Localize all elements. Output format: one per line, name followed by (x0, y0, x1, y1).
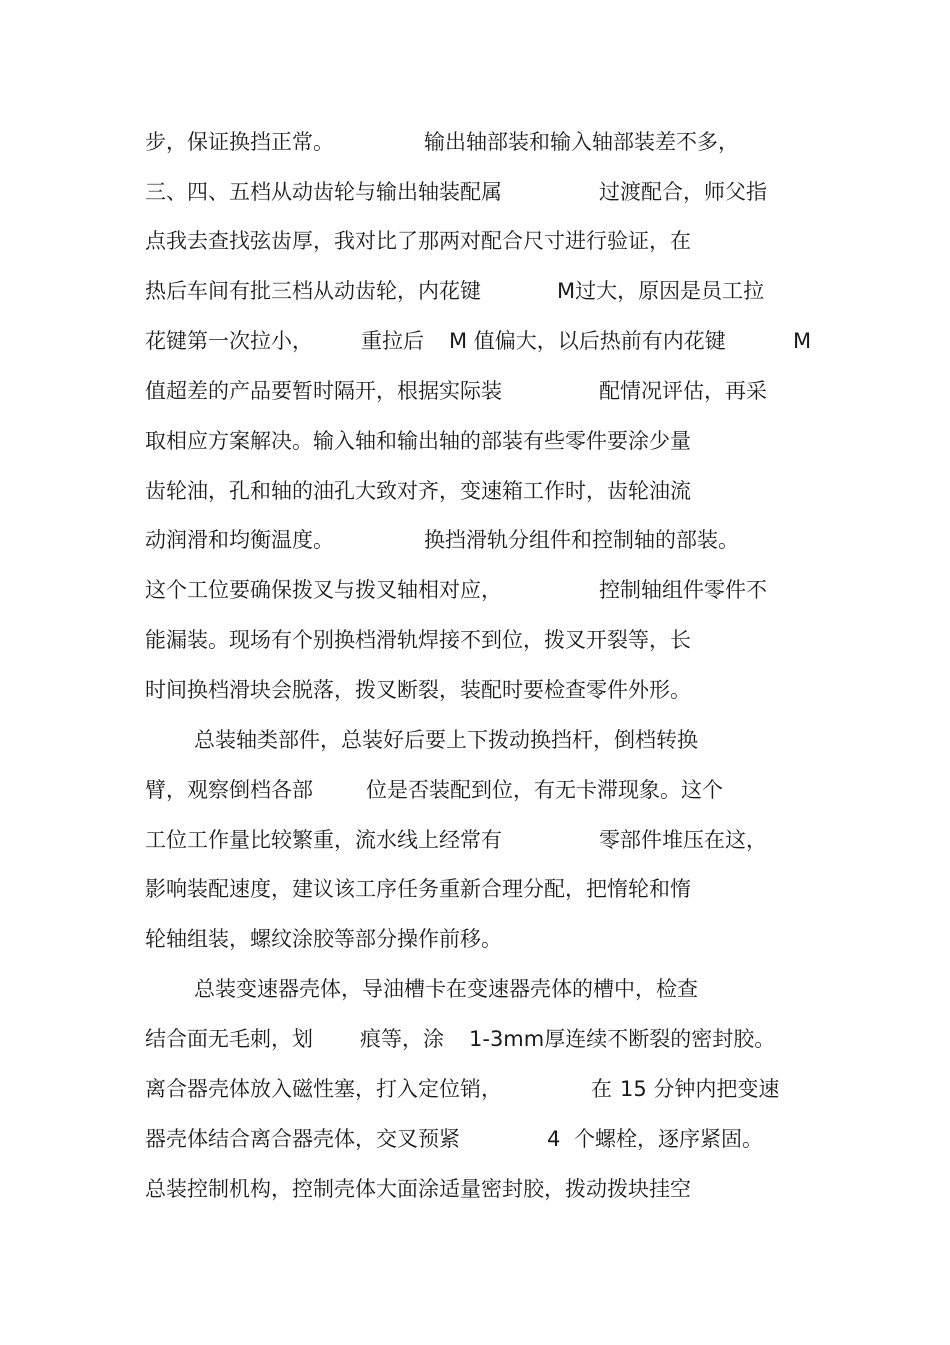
text-segment: 过渡配合，师父指 (599, 180, 767, 204)
text-line (0, 424, 950, 458)
text-line (0, 922, 950, 956)
text-line (0, 1122, 950, 1156)
text-segment: 器壳体结合离合器壳体，交叉预紧 (145, 1127, 460, 1151)
text-segment: 工位工作量比较繁重，流水线上经常有 (145, 828, 502, 852)
text-line (0, 274, 950, 308)
text-segment: 值超差的产品要暂时隔开，根据实际装 (145, 379, 502, 403)
text-segment: M 值偏大，以后热前有内花键 (449, 329, 726, 353)
text-line (0, 573, 950, 607)
text-segment: 重拉后 (361, 329, 424, 353)
text-line (0, 523, 950, 557)
text-segment: 离合器壳体放入磁性塞，打入定位销， (145, 1077, 502, 1101)
text-line (0, 673, 950, 707)
text-segment: 4 (547, 1127, 561, 1151)
text-segment: 步，保证换挡正常。 (145, 130, 334, 154)
text-segment: 点我去查找弦齿厚，我对比了那两对配合尺寸进行验证，在 (145, 229, 691, 253)
text-segment: 臂，观察倒档各部 (145, 778, 313, 802)
text-segment: 个螺栓，逐序紧固。 (574, 1127, 763, 1151)
text-line (0, 972, 950, 1006)
text-segment: 15 分钟内把变速 (620, 1077, 780, 1101)
text-segment: 配情况评估，再采 (599, 379, 767, 403)
text-line (0, 224, 950, 258)
text-segment: 时间换档滑块会脱落，拨叉断裂，装配时要检查零件外形。 (145, 678, 691, 702)
text-segment: 轮轴组装，螺纹涂胶等部分操作前移。 (145, 927, 502, 951)
text-segment: 热后车间有批三档从动齿轮，内花键 (145, 279, 481, 303)
text-line (0, 125, 950, 159)
text-line (0, 823, 950, 857)
text-segment: 零部件堆压在这， (599, 828, 767, 852)
text-line (0, 324, 950, 358)
text-line (0, 474, 950, 508)
text-line (0, 872, 950, 906)
text-segment: M过大，原因是员工拉 (557, 279, 765, 303)
text-segment: 结合面无毛刺，划 (145, 1027, 313, 1051)
text-segment: 位是否装配到位，有无卡滞现象。这个 (366, 778, 723, 802)
text-line (0, 1022, 950, 1056)
text-segment: M (793, 329, 812, 353)
text-segment: 痕等，涂 (360, 1027, 444, 1051)
text-segment: 总装控制机构，控制壳体大面涂适量密封胶，拨动拨块挂空 (145, 1177, 691, 1201)
text-segment: 三、四、五档从动齿轮与输出轴装配属 (145, 180, 502, 204)
text-segment: 1-3mm厚连续不断裂的密封胶。 (469, 1027, 776, 1051)
text-line (0, 1072, 950, 1106)
text-segment: 输出轴部装和输入轴部装差不多， (424, 130, 739, 154)
text-segment: 能漏装。现场有个别换档滑轨焊接不到位，拨叉开裂等，长 (145, 628, 691, 652)
text-segment: 花键第一次拉小， (145, 329, 313, 353)
text-line (0, 773, 950, 807)
text-segment: 总装变速器壳体，导油槽卡在变速器壳体的槽中，检查 (194, 977, 698, 1001)
text-segment: 这个工位要确保拨叉与拨叉轴相对应， (145, 578, 502, 602)
text-line (0, 623, 950, 657)
text-line (0, 723, 950, 757)
text-segment: 换挡滑轨分组件和控制轴的部装。 (424, 528, 739, 552)
text-segment: 控制轴组件零件不 (599, 578, 767, 602)
text-segment: 动润滑和均衡温度。 (145, 528, 334, 552)
text-segment: 影响装配速度，建议该工序任务重新合理分配，把惰轮和惰 (145, 877, 691, 901)
text-line (0, 175, 950, 209)
text-segment: 总装轴类部件，总装好后要上下拨动换挡杆，倒档转换 (194, 728, 698, 752)
text-segment: 在 (591, 1077, 612, 1101)
text-segment: 齿轮油，孔和轴的油孔大致对齐，变速箱工作时，齿轮油流 (145, 479, 691, 503)
text-segment: 取相应方案解决。输入轴和输出轴的部装有些零件要涂少量 (145, 429, 691, 453)
text-line (0, 1172, 950, 1206)
text-line (0, 374, 950, 408)
